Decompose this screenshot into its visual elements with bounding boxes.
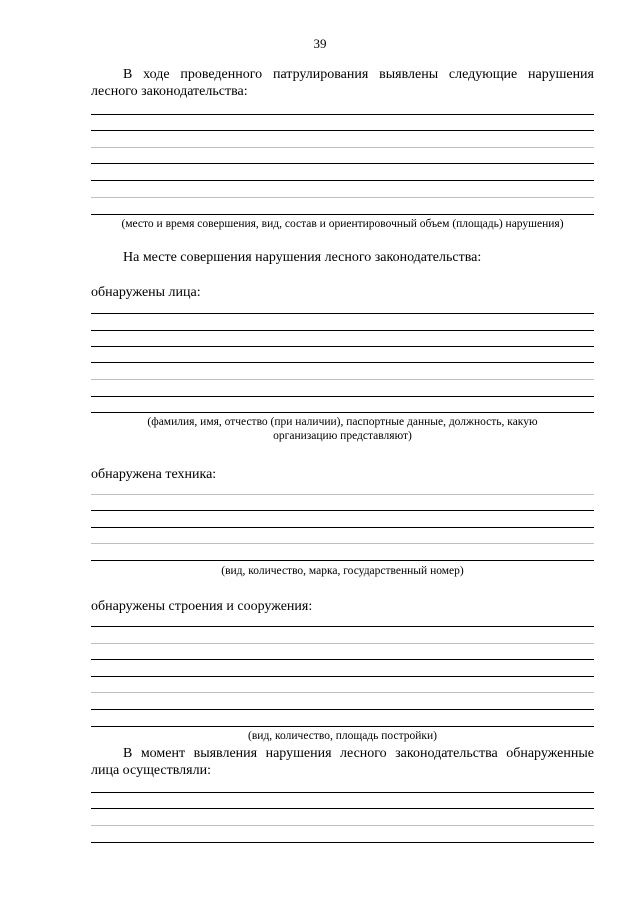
persons-caption-line1: (фамилия, имя, отчество (при наличии), паспортные данные, должность, какую <box>147 416 538 428</box>
activity-paragraph: В момент выявления нарушения лесного законодательства обнаруженные лица осуществляли: <box>91 746 594 778</box>
intro-paragraph: В ходе проведенного патрулирования выявлены следующие нарушения лесного законодательства: <box>91 67 594 99</box>
fill-line[interactable] <box>91 842 594 843</box>
fill-line[interactable] <box>91 709 594 710</box>
fill-line[interactable] <box>91 412 594 413</box>
fill-line[interactable] <box>91 147 594 148</box>
structures-caption: (вид, количество, площадь постройки) <box>248 730 437 742</box>
equipment-caption: (вид, количество, марка, государственный номер) <box>221 565 464 577</box>
fill-line[interactable] <box>91 197 594 198</box>
fill-line[interactable] <box>91 659 594 660</box>
fill-line[interactable] <box>91 808 594 809</box>
fill-line[interactable] <box>91 214 594 215</box>
fill-line[interactable] <box>91 114 594 115</box>
fill-line[interactable] <box>91 527 594 528</box>
fill-line[interactable] <box>91 543 594 544</box>
page-number: 39 <box>313 36 327 51</box>
fill-line[interactable] <box>91 494 594 495</box>
equipment-label: обнаружена техника: <box>91 467 217 482</box>
fill-line[interactable] <box>91 510 594 511</box>
fill-line[interactable] <box>91 362 594 363</box>
fill-line[interactable] <box>91 180 594 181</box>
fill-line[interactable] <box>91 626 594 627</box>
fill-line[interactable] <box>91 163 594 164</box>
fill-line[interactable] <box>91 396 594 397</box>
fill-line[interactable] <box>91 313 594 314</box>
fill-line[interactable] <box>91 379 594 380</box>
persons-caption-line2: организацию представляют) <box>273 430 412 442</box>
fill-line[interactable] <box>91 726 594 727</box>
fill-line[interactable] <box>91 643 594 644</box>
structures-label: обнаружены строения и сооружения: <box>91 599 313 614</box>
fill-line[interactable] <box>91 825 594 826</box>
violations-caption: (место и время совершения, вид, состав и ориентировочный объем (площадь) нарушения) <box>121 218 564 230</box>
scene-heading: На месте совершения нарушения лесного законодательства: <box>123 250 482 265</box>
fill-line[interactable] <box>91 130 594 131</box>
persons-caption <box>91 415 594 443</box>
persons-label: обнаружены лица: <box>91 285 201 300</box>
fill-line[interactable] <box>91 692 594 693</box>
fill-line[interactable] <box>91 346 594 347</box>
fill-line[interactable] <box>91 676 594 677</box>
fill-line[interactable] <box>91 560 594 561</box>
fill-line[interactable] <box>91 330 594 331</box>
fill-line[interactable] <box>91 792 594 793</box>
